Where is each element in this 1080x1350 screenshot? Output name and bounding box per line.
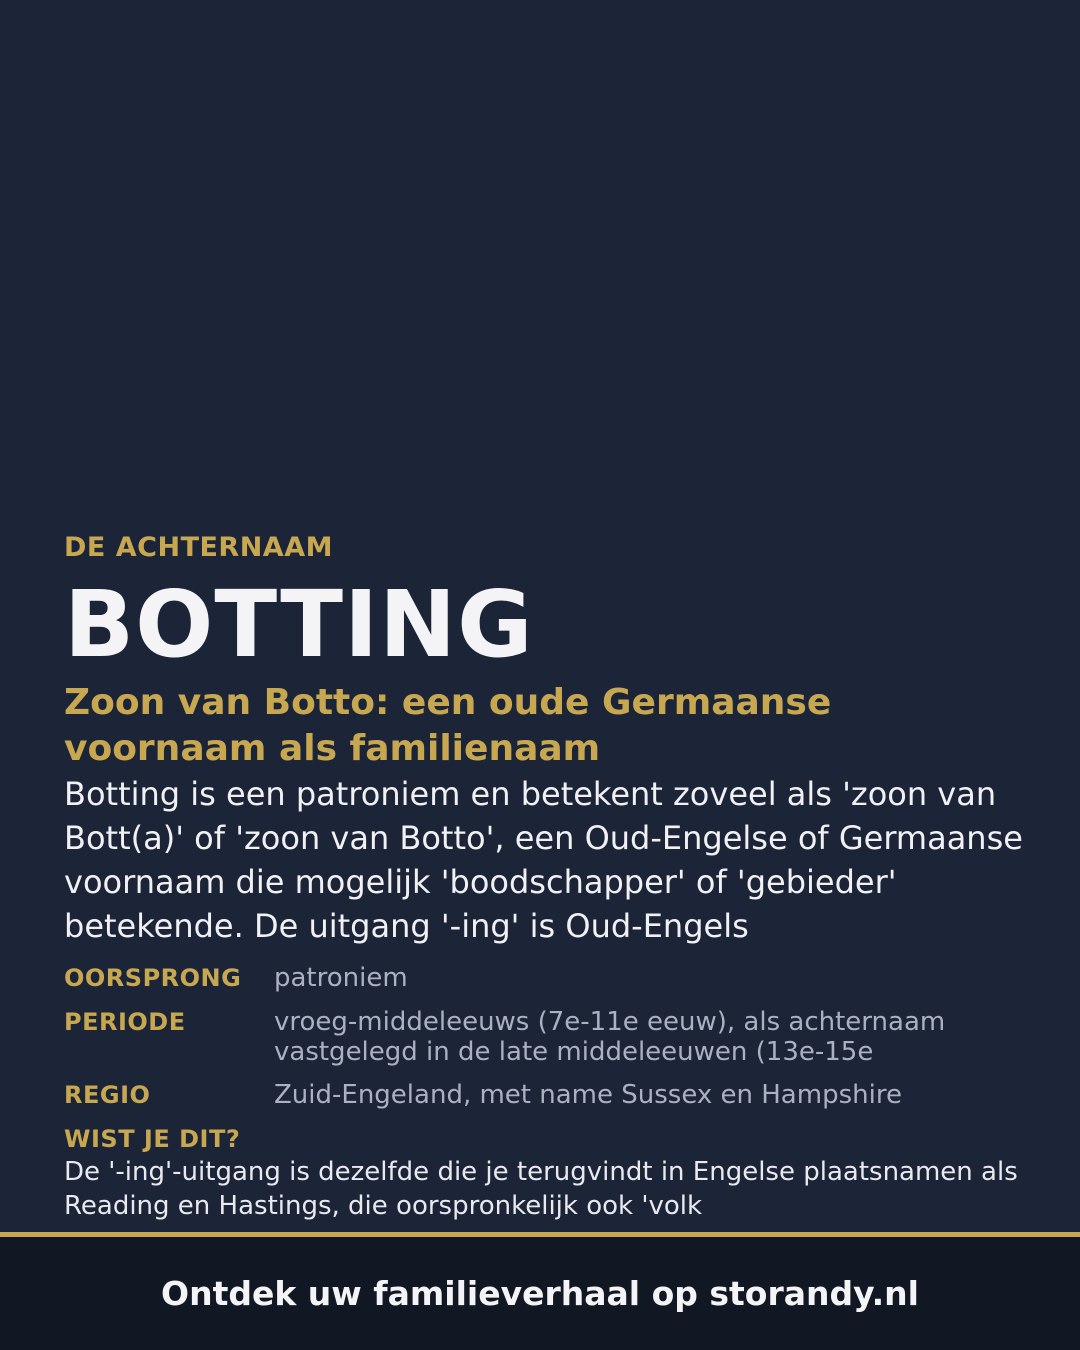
surname-card bbox=[64, 528, 1024, 1223]
fact-row-period bbox=[64, 1006, 1024, 1067]
did-you-know-text: De '-ing'-uitgang is dezelfde die je terugvindt in Engelse plaatsnamen als Reading en Hastings, die oorspronkelijk ook 'volk bbox=[64, 1157, 1018, 1221]
facts-list bbox=[64, 962, 1024, 1111]
footer-cta-link[interactable]: Ontdek uw familieverhaal op storandy.nl bbox=[161, 1273, 919, 1313]
footer-banner bbox=[0, 1232, 1080, 1350]
surname-title: BOTTING bbox=[64, 571, 534, 678]
fact-row-region bbox=[64, 1079, 1024, 1111]
intro-text: Botting is een patroniem en betekent zoveel als 'zoon van Bott(a)' of 'zoon van Botto', een Oud-Engelse of Germaanse voornaam die mogelijk 'boodschapper' of 'gebieder' betekende. De uitgang '-ing' is Oud-Engels bbox=[64, 775, 1023, 945]
surname-subtitle: Zoon van Botto: een oude Germaanse voornaam als familienaam bbox=[64, 682, 832, 769]
fact-label-region: REGIO bbox=[64, 1081, 151, 1109]
fact-value-origin: patroniem bbox=[274, 963, 408, 993]
fact-value-region: Zuid-Engeland, met name Sussex en Hampshire bbox=[274, 1080, 902, 1110]
fact-row-origin bbox=[64, 962, 1024, 994]
fact-label-origin: OORSPRONG bbox=[64, 964, 242, 992]
did-you-know-label: WIST JE DIT? bbox=[64, 1125, 241, 1153]
fact-value-period: vroeg-middeleeuws (7e-11e eeuw), als achternaam vastgelegd in de late middeleeuwen (13e-15e bbox=[274, 1007, 946, 1067]
eyebrow-label: DE ACHTERNAAM bbox=[64, 532, 333, 563]
fact-label-period: PERIODE bbox=[64, 1008, 186, 1036]
